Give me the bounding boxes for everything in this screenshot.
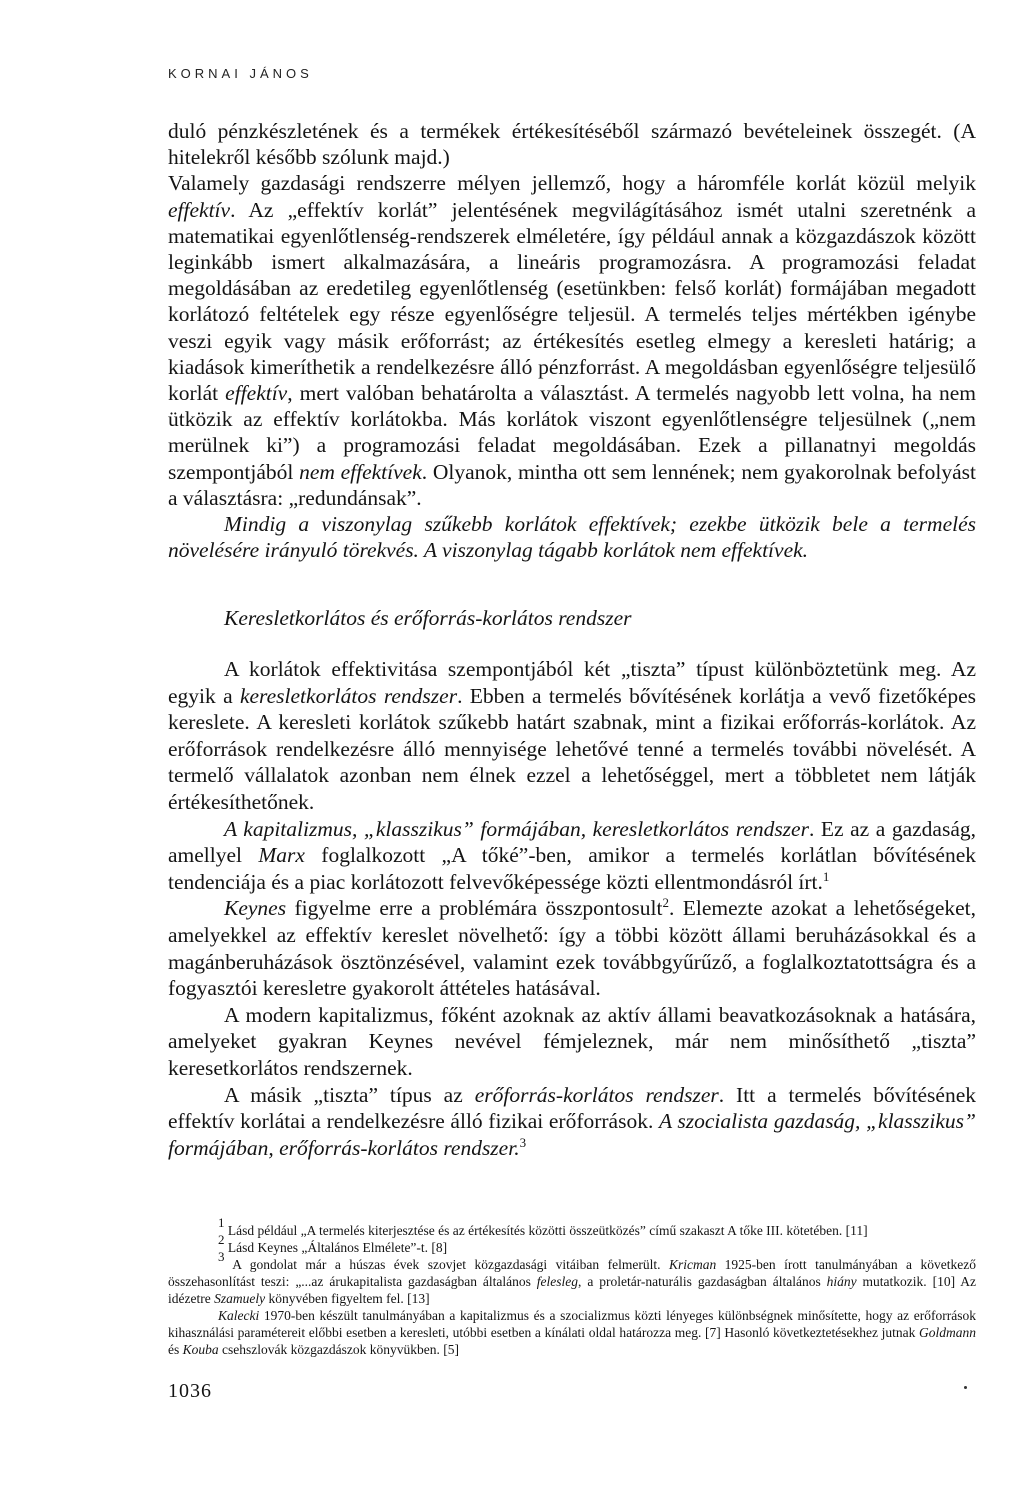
stray-mark — [964, 1386, 967, 1389]
text-run: foglalkozott „A tőké”-ben, amikor a termelés korlátlan bővítésének tendenciája és a piac korlátozott felvevőképessége közti ellentmondásról írt. — [168, 843, 976, 894]
paragraph — [168, 511, 976, 563]
footnote-ref: 3 — [218, 1249, 225, 1264]
section-body — [168, 656, 976, 1161]
text-run: Valamely gazdasági rendszerre mélyen jellemző, hogy a háromféle korlát közül melyik — [168, 171, 976, 196]
text-run: Lásd Keynes „Általános Elmélete”-t. [8] — [224, 1240, 448, 1255]
italic-run: Goldmann — [919, 1325, 976, 1340]
italic-run: keresletkorlátos rendszer — [239, 683, 458, 708]
text-run: . Elemezte azokat a lehetőségeket, amelyekkel az effektív kereslet növelhető: így a többi között állami beruházásokkal és a magánberuházások ösztönzésével, valamint ezek továbbgyűrűző, a foglalkoztatottságra és a fogyasztói keresletre gyakorolt áttételes hatásával. — [168, 896, 976, 1001]
footnotes — [168, 1215, 976, 1358]
italic-run: Marx — [258, 843, 305, 868]
text-run: . Az „effektív korlát” jelentésének megvilágításához ismét utalni szeretnénk a matematikai egyenlőtlenség-rendszerek elméletére, így például annak a közgazdászok között leginkább ismert alkalmazására, a lineáris programozásra. A programozási feladat megoldásában az eredetileg egyenlőtlenség (esetünkben: felső korlát) formájában megadott korlátozó feltételek egy része egyenlőségre teljesül. A termelés teljes mértékben igénybe veszi egyik vagy másik erőforrást; az értékesítés esetleg elmegy a keresleti határig; a kiadások kimeríthetik a rendelkezésre álló pénzforrást. A megoldásban egyenlőségre teljesülő korlát — [168, 197, 976, 406]
italic-run: felesleg — [536, 1274, 579, 1289]
paragraph — [168, 170, 976, 511]
italic-run: A kapitalizmus, „klasszikus” formájában, keresletkorlátos rendszer — [224, 816, 809, 841]
text-run: Lásd például „A termelés kiterjesztése és az értékesítés közötti összeütközés” című szakaszt A tőke III. kötetében. [11] — [224, 1223, 868, 1238]
paragraph — [168, 895, 976, 1001]
footnote-ref: 2 — [662, 895, 669, 911]
text-run: A korlátok effektivitása szempontjából két „tiszta” típust különböztetünk meg. Az egyik a — [168, 657, 976, 708]
paragraph — [168, 118, 976, 170]
footnote-ref: 1 — [218, 1215, 225, 1230]
section-heading: Keresletkorlátos és erőforrás-korlátos rendszer — [224, 606, 632, 630]
text-run: 1970-ben készült tanulmányában a kapitalizmus és a szocializmus közti lényeges különbségnek minősítette, hogy az erőforrások kihasználási paramétereit előbbi esetben a keresleti, utóbbi esetben a kínálati oldal határozza meg. [7] Hasonló következtetésekhez jutnak — [168, 1308, 976, 1340]
italic-run: nem effektívek — [299, 459, 422, 484]
footnote — [168, 1307, 976, 1358]
paragraphs-top — [168, 118, 976, 563]
paragraphs-section — [168, 656, 976, 1161]
text-run: A gondolat már a húszas évek szovjet közgazdasági vitáiban felmerült. — [224, 1257, 669, 1272]
italic-run: effektív — [168, 197, 231, 222]
text-run: könyvében figyeltem fel. [13] — [265, 1291, 430, 1306]
page-number: 1036 — [168, 1380, 212, 1402]
text-run: A másik „tiszta” típus az — [224, 1082, 475, 1107]
italic-run: hiány — [826, 1274, 857, 1289]
text-run: mutatkozik. [10] Az idézetre — [168, 1274, 976, 1306]
text-run: 1925-ben írott tanulmányában a következő összehasonlítást teszi: „...az árukapitalista gazdaságban általános — [168, 1257, 976, 1289]
italic-run: Kouba — [182, 1342, 219, 1357]
paragraph — [168, 1002, 976, 1082]
footnote — [168, 1215, 976, 1239]
text-run: A modern kapitalizmus, főként azoknak az aktív állami beavatkozásoknak a hatására, amelyeket gyakran Keynes nevével fémjeleznek, már nem minősíthető „tiszta” keresetkorlátos rendszernek. — [168, 1002, 976, 1080]
footnote-ref: 1 — [822, 868, 830, 884]
text-run: , a proletár-naturális gazdaságban általános — [578, 1274, 827, 1289]
running-head: KORNAI JÁNOS — [168, 66, 313, 81]
text-run: csehszlovák közgazdászok könyvükben. [5] — [218, 1342, 459, 1357]
text-run: . Ez az a gazdaság, amellyel — [168, 816, 976, 868]
text-run: duló pénzkészletének és a termékek értékesítéséből származó bevételeinek összegét. (A hitelekről később szólunk majd.) — [168, 119, 976, 170]
italic-run: effektív — [225, 381, 288, 406]
footnote — [168, 1232, 976, 1256]
body-text-top — [168, 118, 976, 563]
footnote-ref: 3 — [519, 1134, 527, 1150]
paragraph — [168, 656, 976, 816]
italic-run: Mindig a viszonylag szűkebb korlátok effektívek; ezekbe ütközik bele a termelés növelésére irányuló törekvés. A viszonylag tágabb korlátok nem effektívek. — [168, 512, 976, 563]
italic-run: Keynes — [224, 896, 287, 921]
text-run: . Itt a termelés bővítésének effektív korlátai a rendelkezésre álló fizikai erőforrások. — [168, 1082, 976, 1134]
italic-run: A szocialista gazdaság, „klasszikus” formájában, erőforrás-korlátos rendszer. — [168, 1109, 976, 1160]
text-run: . Ebben a termelés bővítésének korlátja a vevő fizetőképes kereslete. A keresleti korlátok szűkebb határt szabnak, mint a fizikai erőforrás-korlátok. Az erőforrások rendelkezésre álló mennyisége lehetővé tenné a termelés további növelését. A termelő vállalatok azonban nem élnek ezzel a lehetőséggel, mert a többletet nem látják értékesíthetőnek. — [168, 683, 976, 814]
footnote — [168, 1249, 976, 1307]
text-run: és — [168, 1342, 183, 1357]
italic-run: Kalecki — [218, 1308, 260, 1323]
paragraph — [168, 1082, 976, 1162]
footnote-ref: 2 — [218, 1232, 225, 1247]
paragraph — [168, 816, 976, 896]
text-run: figyelme erre a problémára összpontosult — [286, 896, 663, 921]
text-run: , mert valóban behatárolta a választást. A termelés nagyobb lett volna, ha nem ütközik az effektív korlátokba. Más korlátok viszont egyenlőtlenségre teljesülnek („nem merülnek ki”) a programozási feladat megoldásában. Ezek a pillanatnyi megoldás szempontjából — [168, 381, 976, 484]
italic-run: erőforrás-korlátos rendszer — [474, 1082, 719, 1107]
italic-run: Szamuely — [214, 1291, 266, 1306]
text-run: . Olyanok, mintha ott sem lennének; nem gyakorolnak befolyást a választásra: „redundánsak”. — [168, 459, 976, 510]
italic-run: Kricman — [668, 1257, 717, 1272]
footnote-list — [168, 1215, 976, 1358]
